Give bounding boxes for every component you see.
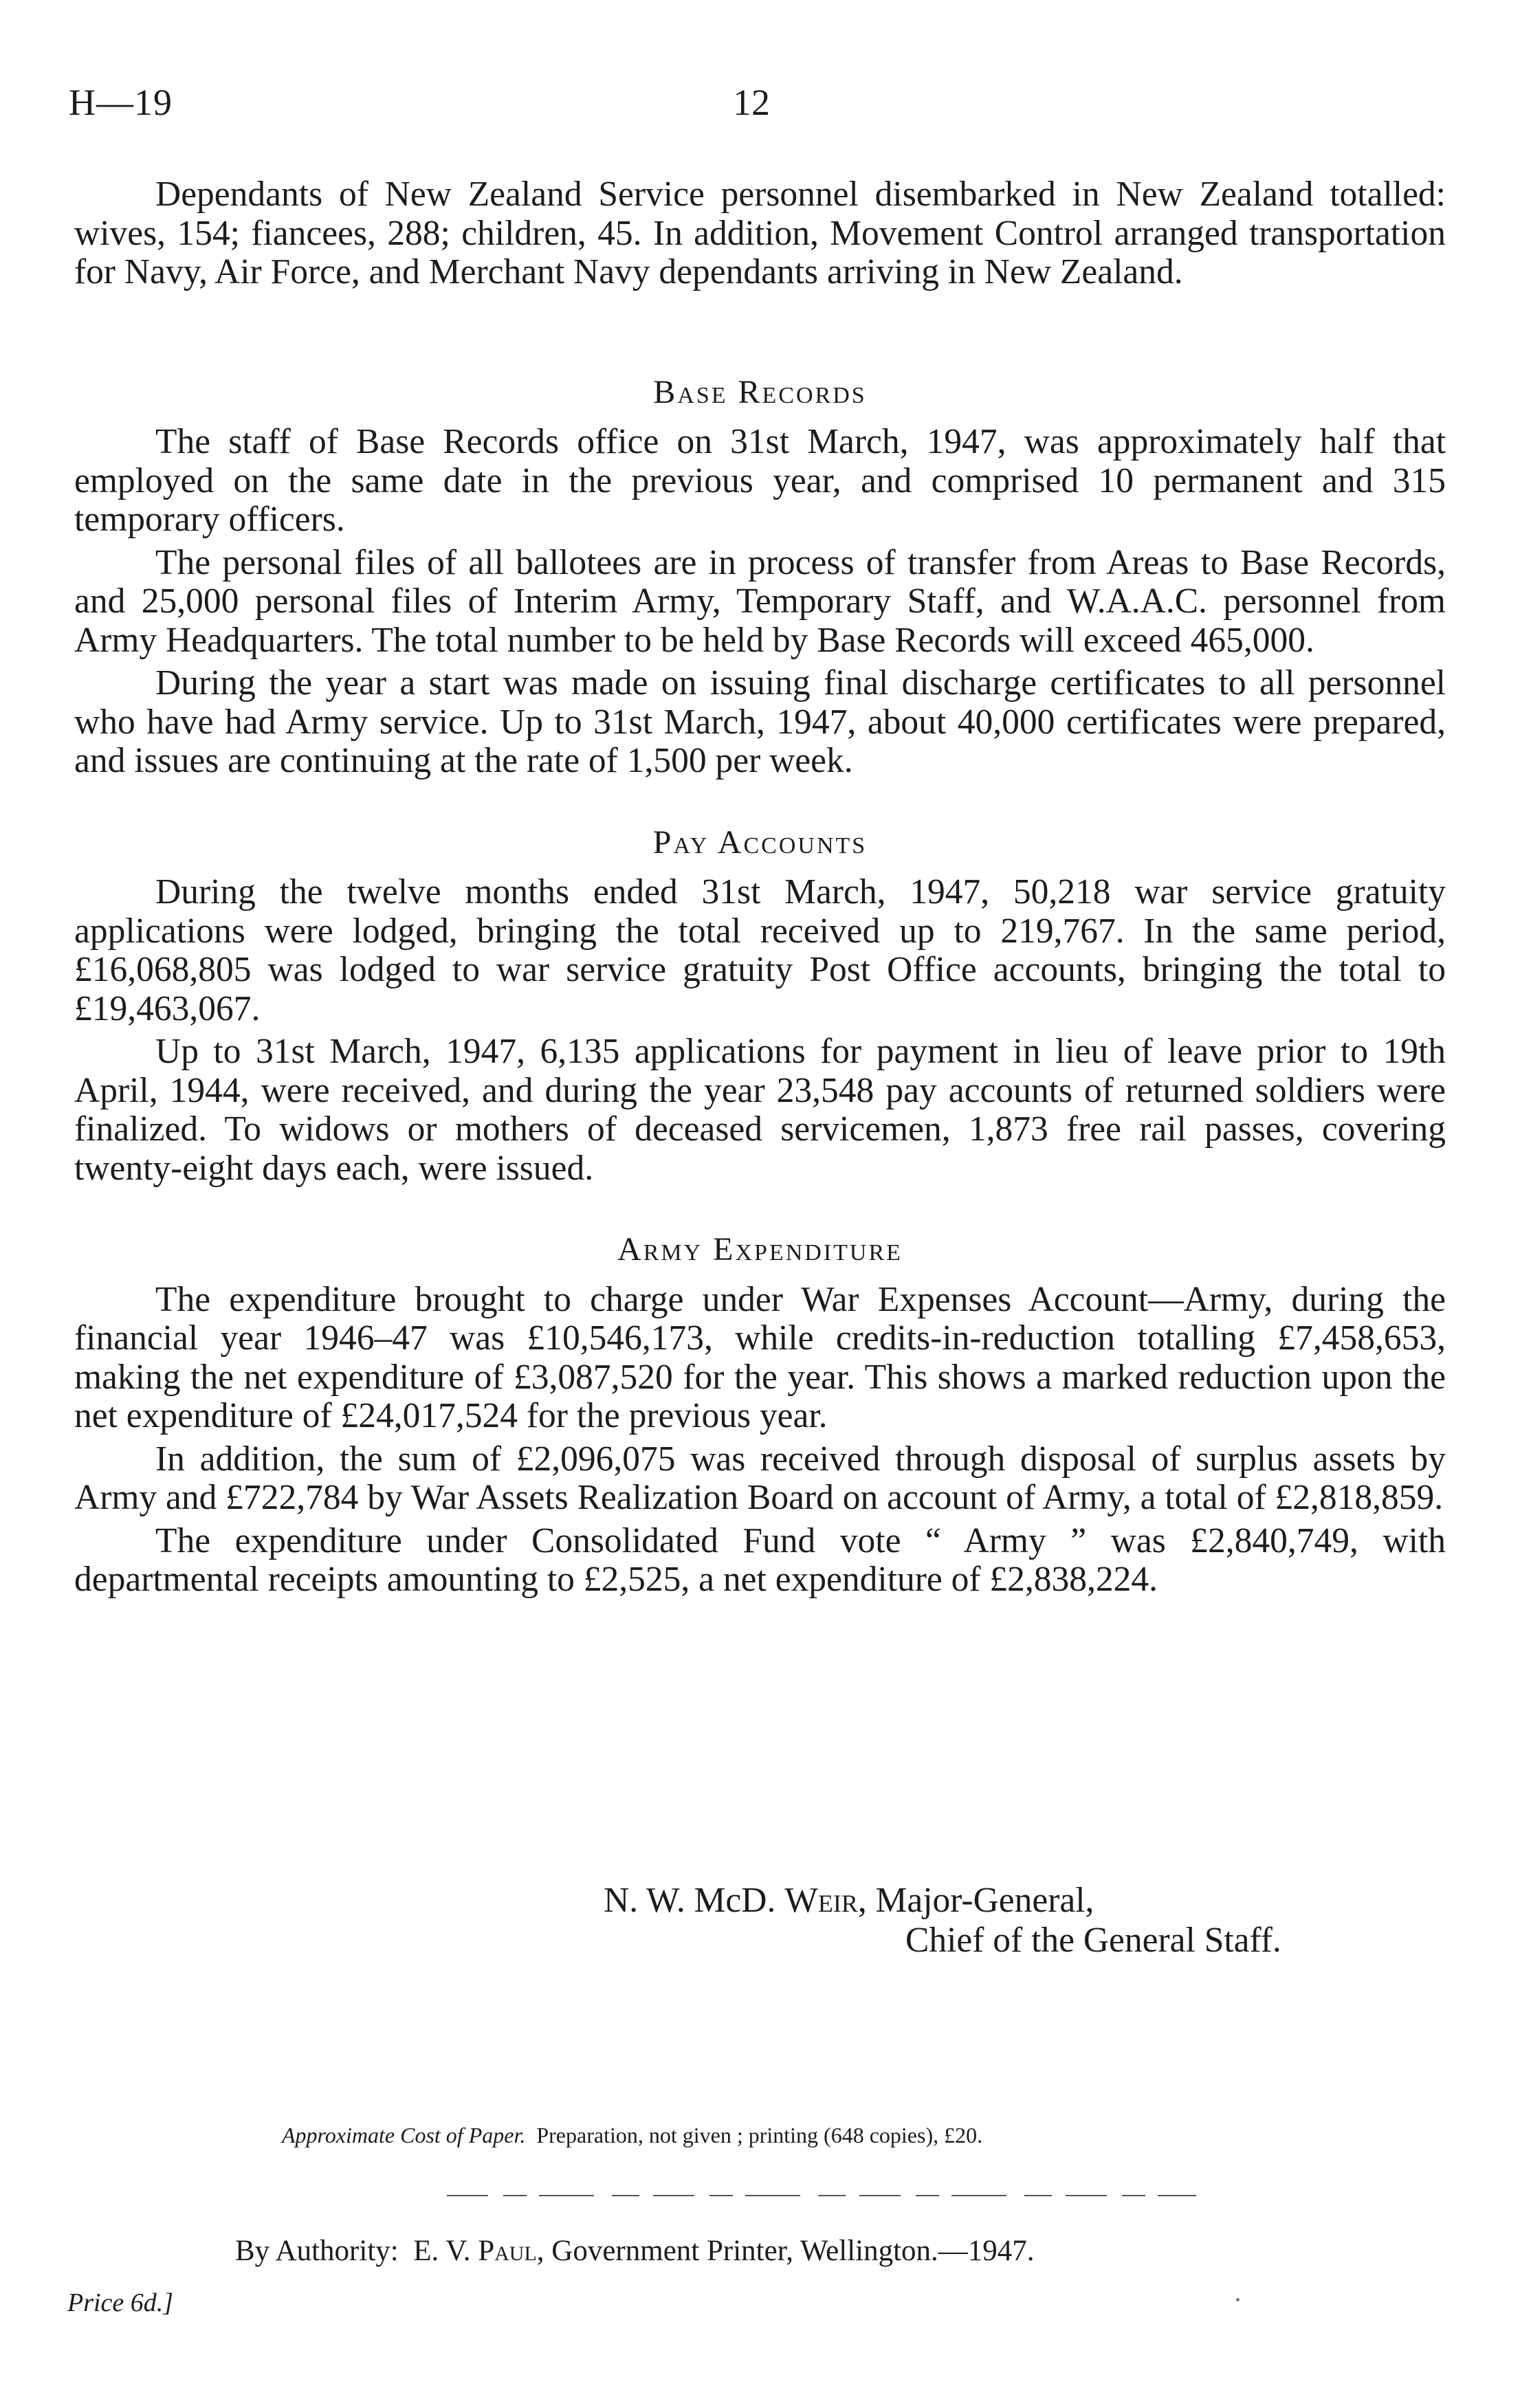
signature-title: Chief of the General Staff.: [905, 1921, 1281, 1960]
base-records-paragraph-3: During the year a start was made on issuing final discharge certificates to all personnel who have had Army service. Up to 31st March, 1947, about 40,000 certificates were prepared, and issues are continuing at the rate of 1,500 per week.: [74, 663, 1446, 780]
base-records-paragraph-2: The personal files of all ballotees are in process of transfer from Areas to Base Records, and 25,000 personal files of Interim Army, Temporary Staff, and W.A.A.C. personnel from Army Headquarters. The total number to be held by Base Records will exceed 465,000.: [74, 542, 1446, 660]
signature-surname: Weir: [784, 1881, 858, 1920]
printer-surname: Paul: [478, 2235, 537, 2267]
section-heading-base-records: Base Records: [653, 373, 867, 410]
army-expenditure-paragraph-3: The expenditure under Consolidated Fund vote “ Army ” was £2,840,749, with departmental receipts amounting to £2,525, a net expenditure of £2,838,224.: [74, 1521, 1446, 1599]
army-expenditure-paragraph-1: The expenditure brought to charge under War Expenses Account—Army, during the financial year 1946–47 was £10,546,173, while credits-in-reduction totalling £7,458,653, making the net expenditure of £3,087,520 for the year. This shows a marked reduction upon the net expenditure of £24,017,524 for the previous year.: [74, 1279, 1446, 1435]
cost-of-paper-note: [282, 2123, 982, 2148]
printer-initials: E. V.: [413, 2235, 471, 2267]
section-heading-army-expenditure: Army Expenditure: [617, 1231, 903, 1268]
army-expenditure-paragraph-2: In addition, the sum of £2,096,075 was received through disposal of surplus assets by Army and £722,784 by War Assets Realization Board on account of Army, a total of £2,818,859.: [74, 1439, 1446, 1517]
pay-accounts-paragraph-2: Up to 31st March, 1947, 6,135 applications for payment in lieu of leave prior to 19th April, 1944, were received, and during the year 23,548 pay accounts of returned soldiers were finalized. To widows or mothers of deceased servicemen, 1,873 free rail passes, covering twenty-eight days each, were issued.: [74, 1032, 1446, 1188]
printer-authority-line: [235, 2234, 1035, 2268]
cost-label: Approximate Cost of Paper.: [282, 2123, 526, 2147]
authority-prefix: By Authority:: [235, 2235, 399, 2267]
document-body: [74, 175, 1446, 1600]
signature-rank: , Major-General,: [857, 1881, 1094, 1920]
signature-initials: N. W. McD.: [604, 1881, 776, 1920]
page-number: 12: [733, 82, 770, 123]
signature-line: [604, 1880, 1094, 1921]
section-heading-pay-accounts: Pay Accounts: [652, 824, 868, 861]
intro-paragraph: Dependants of New Zealand Service personnel disembarked in New Zealand totalled: wives, 154; fiancees, 288; children, 45. In addition, Movement Control arranged transportation for Navy, Air Force, and Merchant Navy dependants arriving in New Zealand.: [74, 175, 1446, 291]
authority-suffix: , Government Printer, Wellington.—1947.: [536, 2235, 1035, 2267]
page-header: [0, 81, 1520, 136]
base-records-paragraph-1: The staff of Base Records office on 31st March, 1947, was approximately half that employed on the same date in the previous year, and comprised 10 permanent and 315 temporary officers.: [74, 422, 1446, 539]
price-note: Price 6d.]: [67, 2288, 174, 2317]
cost-detail: Preparation, not given ; printing (648 copies), £20.: [536, 2123, 983, 2147]
divider-line: [447, 2194, 1196, 2197]
stray-dot-mark: [1236, 2298, 1240, 2301]
document-reference: H—19: [69, 82, 173, 123]
pay-accounts-paragraph-1: During the twelve months ended 31st March, 1947, 50,218 war service gratuity applications were lodged, bringing the total received up to 219,767. In the same period, £16,068,805 was lodged to war service gratuity Post Office accounts, bringing the total to £19,463,067.: [74, 872, 1446, 1028]
